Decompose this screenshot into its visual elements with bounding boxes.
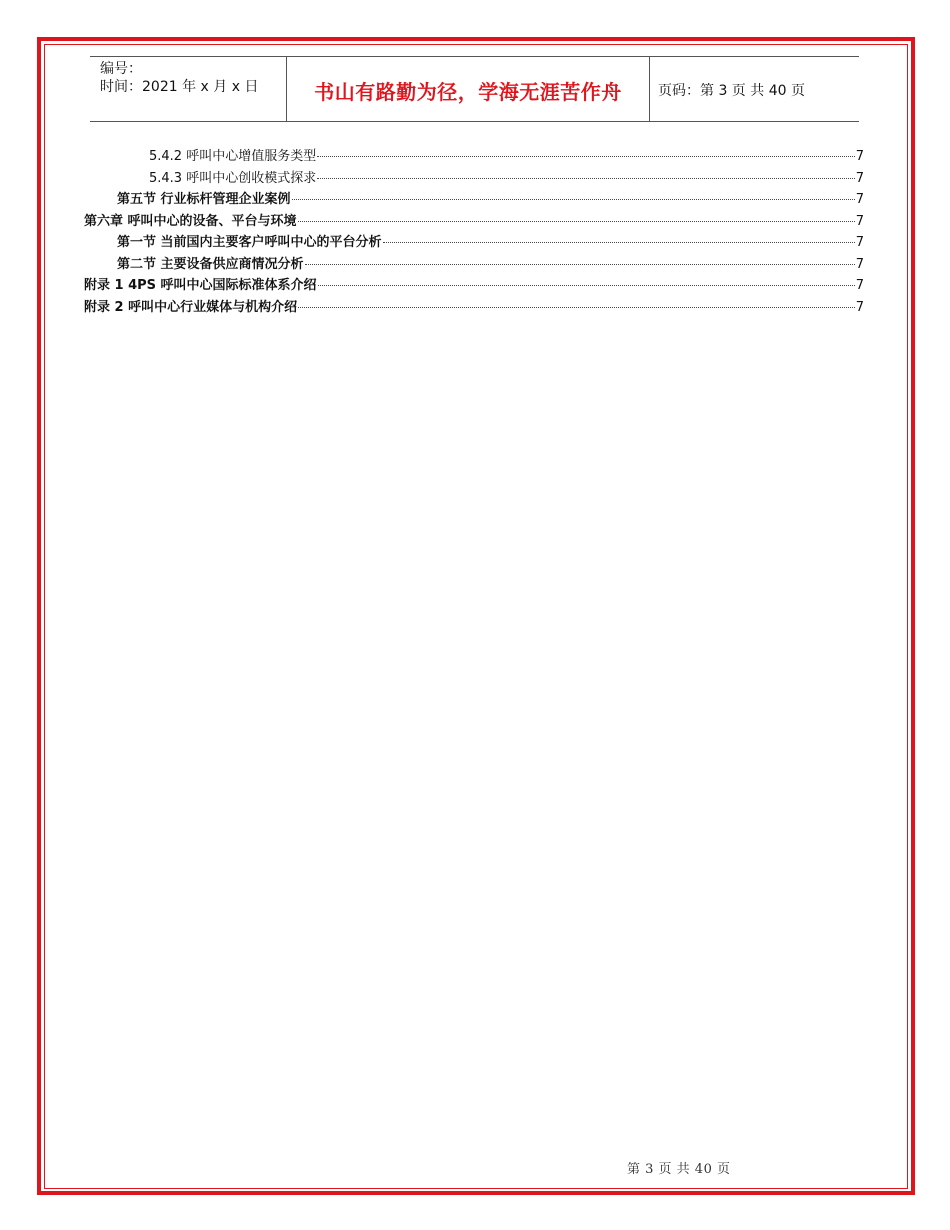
toc-entry-page: 7 [855, 149, 864, 164]
toc-entry[interactable] [84, 210, 864, 230]
toc-entry-text: 5.4.3 呼叫中心创收模式探求 [149, 171, 317, 186]
toc-entry-text: 5.4.2 呼叫中心增值服务类型 [149, 149, 317, 164]
time-label: 时间：2021 年 x 月 x 日 [100, 79, 259, 95]
toc-leader [298, 307, 855, 308]
toc-entry[interactable] [117, 253, 864, 273]
toc-entry[interactable] [117, 188, 864, 208]
toc-entry-text: 第六章 呼叫中心的设备、平台与环境 [84, 214, 297, 229]
toc-entry-page: 7 [855, 171, 864, 186]
header-meta [100, 60, 258, 96]
header-bottom-rule [90, 121, 859, 122]
toc-leader [317, 178, 855, 179]
toc-entry-text: 第五节 行业标杆管理企业案例 [117, 192, 291, 207]
header-divider-right [649, 56, 650, 122]
toc-entry-page: 7 [855, 192, 864, 207]
toc-leader [292, 199, 855, 200]
toc-entry[interactable] [117, 231, 864, 251]
toc-entry-text: 附录 1 4PS 呼叫中心国际标准体系介绍 [84, 278, 317, 293]
toc-entry-page: 7 [855, 278, 864, 293]
header-motto: 书山有路勤为径，学海无涯苦作舟 [314, 80, 622, 104]
toc-entry-text: 第二节 主要设备供应商情况分析 [117, 257, 304, 272]
toc-entry[interactable] [84, 274, 864, 294]
toc-entry-text: 第一节 当前国内主要客户呼叫中心的平台分析 [117, 235, 382, 250]
toc-leader [298, 221, 855, 222]
toc-leader [318, 285, 855, 286]
toc-entry[interactable] [84, 296, 864, 316]
toc-leader [305, 264, 855, 265]
number-label: 编号： [100, 61, 142, 77]
toc-entry[interactable] [149, 167, 864, 187]
toc-entry-page: 7 [855, 300, 864, 315]
toc-entry-text: 附录 2 呼叫中心行业媒体与机构介绍 [84, 300, 298, 315]
toc-entry-page: 7 [855, 235, 864, 250]
toc-entry[interactable] [149, 145, 864, 165]
toc-leader [317, 156, 855, 157]
toc-leader [383, 242, 855, 243]
toc-entry-page: 7 [855, 214, 864, 229]
toc-entry-page: 7 [855, 257, 864, 272]
header-page-code: 页码：第 3 页 共 40 页 [658, 83, 805, 99]
header-top-rule [90, 56, 859, 57]
page-footer: 第 3 页 共 40 页 [627, 1162, 731, 1177]
